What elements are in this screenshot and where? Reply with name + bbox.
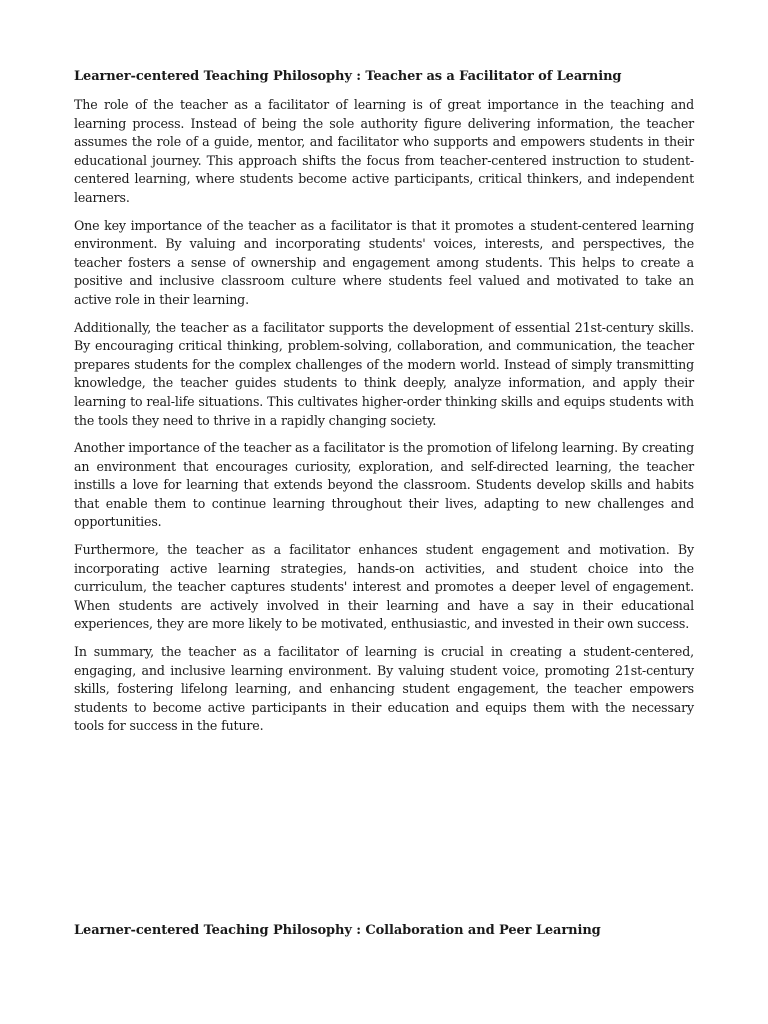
section-title-facilitator: Learner-centered Teaching Philosophy : Teacher as a Facilitator of Learning: [74, 69, 622, 84]
section-title-collaboration: Learner-centered Teaching Philosophy : Collaboration and Peer Learning: [74, 923, 601, 938]
paragraph-role-of-teacher: The role of the teacher as a facilitator of learning is of great importance in the teaching and learning process. Instead of being the sole authority figure delivering information, the teacher assumes the role of a guide, mentor, and facilitator who supports and empowers students in their educational journey. This approach shifts the focus from teacher-centered instruction to student-centered learning, where students become active participants, critical thinkers, and independent learners.: [74, 97, 694, 205]
paragraph-summary: In summary, the teacher as a facilitator of learning is crucial in creating a student-centered, engaging, and inclusive learning environment. By valuing student voice, promoting 21st-century skills, fostering lifelong learning, and enhancing student engagement, the teacher empowers students to become active participants in their education and equips them with the necessary tools for success in the future.: [74, 644, 694, 734]
paragraph-engagement-motivation: Furthermore, the teacher as a facilitator enhances student engagement and motivation. By incorporating active learning strategies, hands-on activities, and student choice into the curriculum, the teacher captures students' interest and promotes a deeper level of engagement. When students are actively involved in their learning and have a say in their educational experiences, they are more likely to be motivated, enthusiastic, and invested in their own success.: [74, 542, 694, 632]
paragraph-21st-century-skills: Additionally, the teacher as a facilitator supports the development of essential 21st-century skills. By encouraging critical thinking, problem-solving, collaboration, and communication, the teacher prepares students for the complex challenges of the modern world. Instead of simply transmitting knowledge, the teacher guides students to think deeply, analyze information, and apply their learning to real-life situations. This cultivates higher-order thinking skills and equips students with the tools they need to thrive in a rapidly changing society.: [74, 319, 694, 428]
paragraph-lifelong-learning: Another importance of the teacher as a facilitator is the promotion of lifelong learning. By creating an environment that encourages curiosity, exploration, and self-directed learning, the teacher instills a love for learning that extends beyond the classroom. Students develop skills and habits that enable them to continue learning throughout their lives, adapting to new challenges and opportunities.: [74, 440, 694, 530]
section-body-facilitator: [74, 96, 694, 745]
paragraph-student-centered-environment: One key importance of the teacher as a facilitator is that it promotes a student-centered learning environment. By valuing and incorporating students' voices, interests, and perspectives, the teacher fosters a sense of ownership and engagement among students. This helps to create a positive and inclusive classroom culture where students feel valued and motivated to take an active role in their learning.: [74, 217, 694, 307]
